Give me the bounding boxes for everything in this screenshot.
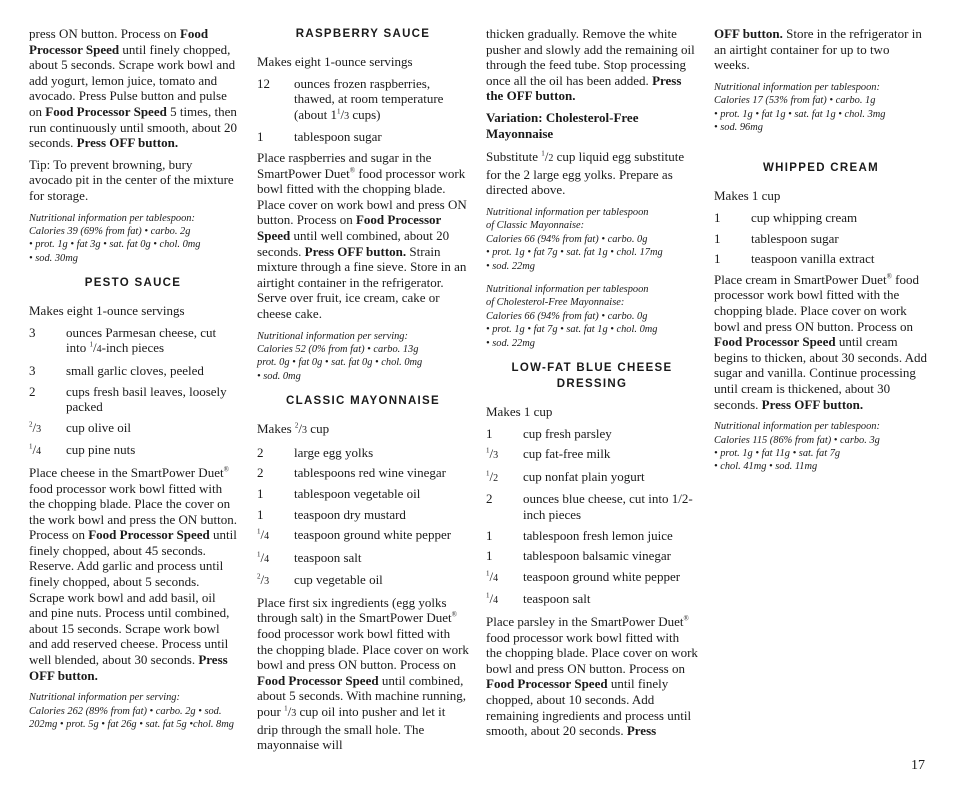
mayonnaise-ingredients — [257, 445, 469, 590]
mayonnaise-yield: Makes $^2$/3 cup — [257, 421, 330, 437]
pesto-yield: Makes eight 1-ounce servings — [29, 303, 185, 319]
ingredient-row — [486, 469, 698, 487]
ingredient-quantity: 1 — [714, 251, 721, 267]
ingredient-description: teaspoon salt — [523, 591, 591, 607]
ingredient-description: cup fat-free milk — [523, 446, 611, 462]
ingredient-description: teaspoon salt — [294, 549, 362, 565]
ingredient-quantity: 1 — [486, 425, 493, 441]
pesto-method: Place cheese in the SmartPower Duet® food processor work bowl fitted with the chopping blade. Place the cover on the work bowl and press the ON button. Process on Food Processor Speed until finely chopped, about 45 seconds. Reserve. Add garlic and process until finely chopped, about 5 seconds. Scrape work bowl and add basil, oil and pine nuts. Process until combined, about 15 seconds. Scrape work bowl and add reserved cheese. Process until well blended, about 30 seconds. Press OFF button. — [29, 464, 237, 683]
ingredient-quantity: 1 — [257, 129, 264, 145]
whipped-cream-yield: Makes 1 cup — [714, 188, 781, 204]
ingredient-row — [486, 569, 698, 587]
ingredient-quantity: 1 — [486, 548, 493, 564]
blue-cheese-ingredients — [486, 426, 698, 609]
ingredient-description: ounces blue cheese, cut into 1/2-inch pieces — [523, 491, 693, 522]
ingredient-description: cup pine nuts — [66, 442, 136, 458]
ingredient-description: cups fresh basil leaves, loosely packed — [66, 383, 227, 415]
ingredient-quantity: $^1$/2 — [486, 468, 499, 484]
ingredient-description: cup olive oil — [66, 419, 131, 435]
ingredient-row — [257, 486, 469, 502]
ingredient-row — [257, 527, 469, 545]
ingredient-description: tablespoon fresh lemon juice — [523, 527, 673, 543]
whipped-cream-ingredients — [714, 210, 928, 267]
ingredient-quantity: $^1$/4 — [257, 527, 270, 543]
ingredient-quantity: 1 — [257, 485, 264, 501]
ingredient-row — [257, 572, 469, 590]
ingredient-description: ounces frozen raspberries, thawed, at room temperature (about $1^1/3$ cups) — [294, 75, 444, 122]
whipped-cream-title: WHIPPED CREAM — [763, 162, 879, 175]
ingredient-description: tablespoon sugar — [751, 230, 839, 246]
guacamole-tip: Tip: To prevent browning, bury avocado pit in the center of the mixture for storage. — [29, 156, 234, 203]
ingredient-description: tablespoon balsamic vinegar — [523, 548, 672, 564]
ingredient-row — [486, 591, 698, 609]
ingredient-quantity: 1 — [714, 230, 721, 246]
blue-cheese-title: LOW-FAT BLUE CHEESE DRESSING — [511, 362, 673, 390]
ingredient-quantity: $^1$/4 — [29, 442, 42, 458]
ingredient-quantity: 2 — [257, 444, 264, 460]
ingredient-description: small garlic cloves, peeled — [66, 362, 204, 378]
ingredient-row — [714, 251, 928, 267]
ingredient-description: cup nonfat plain yogurt — [523, 468, 645, 484]
ingredient-quantity: 1 — [486, 527, 493, 543]
mayonnaise-method: Place first six ingredients (egg yolks through salt) in the SmartPower Duet® food processor work bowl fitted with the chopping blade. Place cover on work bowl and press ON button. Process on Food Processor Speed until combined, about 5 seconds. With machine running, pour $^1$/3 cup oil into pusher and let it drip through the small hole. The mayonnaise will — [257, 594, 469, 753]
ingredient-quantity: $^1$/4 — [486, 591, 499, 607]
ingredient-quantity: 2 — [29, 383, 36, 399]
ingredient-description: teaspoon dry mustard — [294, 506, 406, 522]
ingredient-row — [714, 231, 928, 247]
variation-heading: Variation: Cholesterol-Free Mayonnaise — [486, 109, 639, 141]
ingredient-row — [29, 325, 237, 358]
ingredient-row — [257, 507, 469, 523]
ingredient-description: ounces Parmesan cheese, cut into $^1$/4-inch pieces — [66, 324, 217, 356]
ingredient-quantity: 2 — [257, 465, 264, 481]
mayonnaise-method-continued: thicken gradually. Remove the white pusher and slowly add the remaining oil through the feed tube. Stop processing once all the oil has been added. Press the OFF button. — [486, 26, 695, 104]
ingredient-row — [29, 363, 237, 379]
pesto-ingredients — [29, 325, 237, 460]
raspberry-title: RASPBERRY SAUCE — [295, 28, 431, 40]
mayonnaise-nutrition-cholesterol-free: Nutritional information per tablespoon of Cholesterol-Free Mayonnaise: Calories 66 (94% from fat) • carbo. 0g • prot. 1g • fat 7g • sat. fat 1g • chol. 0mg • sod. 22mg — [486, 283, 658, 349]
ingredient-row — [486, 446, 698, 464]
ingredient-quantity: $^2$/3 — [257, 572, 270, 588]
ingredient-row — [486, 491, 698, 522]
blue-cheese-yield: Makes 1 cup — [486, 404, 553, 419]
pesto-title: PESTO SAUCE — [84, 277, 182, 290]
ingredient-description: teaspoon ground white pepper — [294, 527, 452, 543]
ingredient-row — [257, 445, 469, 461]
page-number: 17 — [911, 758, 925, 773]
column-4 — [714, 26, 928, 484]
blue-cheese-method: Place parsley in the SmartPower Duet® food processor work bowl fitted with the chopping blade. Place cover on work bowl and press ON button. Process on Food Processor Speed until finely chopped, about 10 seconds. Add remaining ingredients and process until smooth, about 20 seconds. Press — [486, 613, 698, 739]
whipped-cream-method: Place cream in SmartPower Duet® food processor work bowl fitted with the chopping blade. Place cover on work bowl and press ON button. Process on Food Processor Speed until cream begins to thicken, about 30 seconds. Add sugar and vanilla. Continue processing until cream is thickened, about 30 seconds. Press OFF button. — [714, 271, 928, 412]
ingredient-row — [29, 384, 237, 415]
ingredient-quantity: 1 — [257, 506, 264, 522]
ingredient-quantity: $^2$/3 — [29, 419, 42, 435]
ingredient-quantity: $^1$/3 — [486, 446, 499, 462]
column-3 — [486, 26, 698, 745]
ingredient-row — [486, 548, 698, 564]
ingredient-quantity: 12 — [257, 75, 270, 91]
ingredient-description: teaspoon vanilla extract — [751, 251, 875, 267]
ingredient-description: cup whipping cream — [751, 210, 858, 225]
ingredient-row — [257, 129, 469, 145]
guacamole-method-continued: press ON button. Process on Food Processor Speed until finely chopped, about 5 seconds. Scrape work bowl and add yogurt, lemon juice, tomato and avocado. Press Pulse button and pulse on Food Processor Speed 5 times, then run continuously until smooth, about 20 seconds. Press OFF button. — [29, 26, 237, 151]
mayonnaise-nutrition-classic: Nutritional information per tablespoon of Classic Mayonnaise: Calories 66 (94% from fat) • carbo. 0g • prot. 1g • fat 7g • sat. fat 1g • chol. 17mg • sod. 22mg — [486, 206, 663, 272]
ingredient-description: tablespoon sugar — [294, 129, 382, 145]
ingredient-row — [714, 210, 928, 226]
raspberry-method: Place raspberries and sugar in the SmartPower Duet® food processor work bowl fitted with the chopping blade. Place cover on work bowl and press ON button. Process on Food Processor Speed until well combined, about 20 seconds. Press OFF button. Strain mixture through a fine sieve. Store in an airtight container in the refrigerator. Serve over fruit, ice cream, cake or cheese cake. — [257, 149, 467, 321]
whipped-cream-nutrition: Nutritional information per tablespoon: Calories 115 (86% from fat) • carbo. 3g • prot. 1g • fat 11g • sat. fat 7g • chol. 41mg • sod. 11mg — [714, 421, 880, 473]
guacamole-nutrition: Nutritional information per tablespoon: Calories 39 (69% from fat) • carbo. 2g • prot. 1g • fat 3g • sat. fat 0g • chol. 0mg • sod. 30mg — [29, 212, 201, 264]
pesto-nutrition: Nutritional information per serving: Calories 262 (89% from fat) • carbo. 2g • sod. 202mg • prot. 5g • fat 26g • sat. fat 5g •chol. 8mg — [29, 692, 234, 731]
raspberry-ingredients — [257, 76, 469, 145]
raspberry-yield: Makes eight 1-ounce servings — [257, 54, 413, 69]
mayonnaise-title: CLASSIC MAYONNAISE — [286, 395, 440, 408]
raspberry-nutrition: Nutritional information per serving: Calories 52 (0% from fat) • carbo. 13g prot. 0g • fat 0g • sat. fat 0g • chol. 0mg • sod. 0mg — [257, 330, 423, 382]
ingredient-row — [257, 76, 469, 125]
ingredient-quantity: 3 — [29, 324, 36, 340]
ingredient-description: teaspoon ground white pepper — [523, 568, 681, 584]
column-2 — [257, 26, 469, 759]
ingredient-quantity: 2 — [486, 491, 493, 507]
ingredient-row — [257, 550, 469, 568]
ingredient-description: cup vegetable oil — [294, 572, 383, 588]
ingredient-description: cup fresh parsley — [523, 425, 612, 441]
ingredient-quantity: $^1$/4 — [257, 549, 270, 565]
ingredient-row — [29, 420, 237, 438]
ingredient-description: tablespoon vegetable oil — [294, 485, 421, 501]
variation-text: Substitute $^1$/2 cup liquid egg substitute for the 2 large egg yolks. Prepare as directed above. — [486, 149, 685, 198]
ingredient-quantity: $^1$/4 — [486, 568, 499, 584]
blue-cheese-nutrition: Nutritional information per tablespoon: Calories 17 (53% from fat) • carbo. 1g • prot. 1g • fat 1g • sat. fat 1g • chol. 3mg • sod. 96mg — [714, 81, 886, 133]
ingredient-row — [486, 528, 698, 544]
ingredient-quantity: 1 — [714, 210, 721, 225]
column-1 — [29, 26, 237, 741]
blue-cheese-method-continued: OFF button. Store in the refrigerator in an airtight container for up to two weeks. — [714, 26, 922, 73]
ingredient-row — [257, 465, 469, 481]
ingredient-row — [29, 442, 237, 460]
ingredient-quantity: 3 — [29, 362, 36, 378]
ingredient-description: large egg yolks — [294, 444, 374, 460]
ingredient-row — [486, 426, 698, 442]
ingredient-description: tablespoons red wine vinegar — [294, 465, 446, 481]
